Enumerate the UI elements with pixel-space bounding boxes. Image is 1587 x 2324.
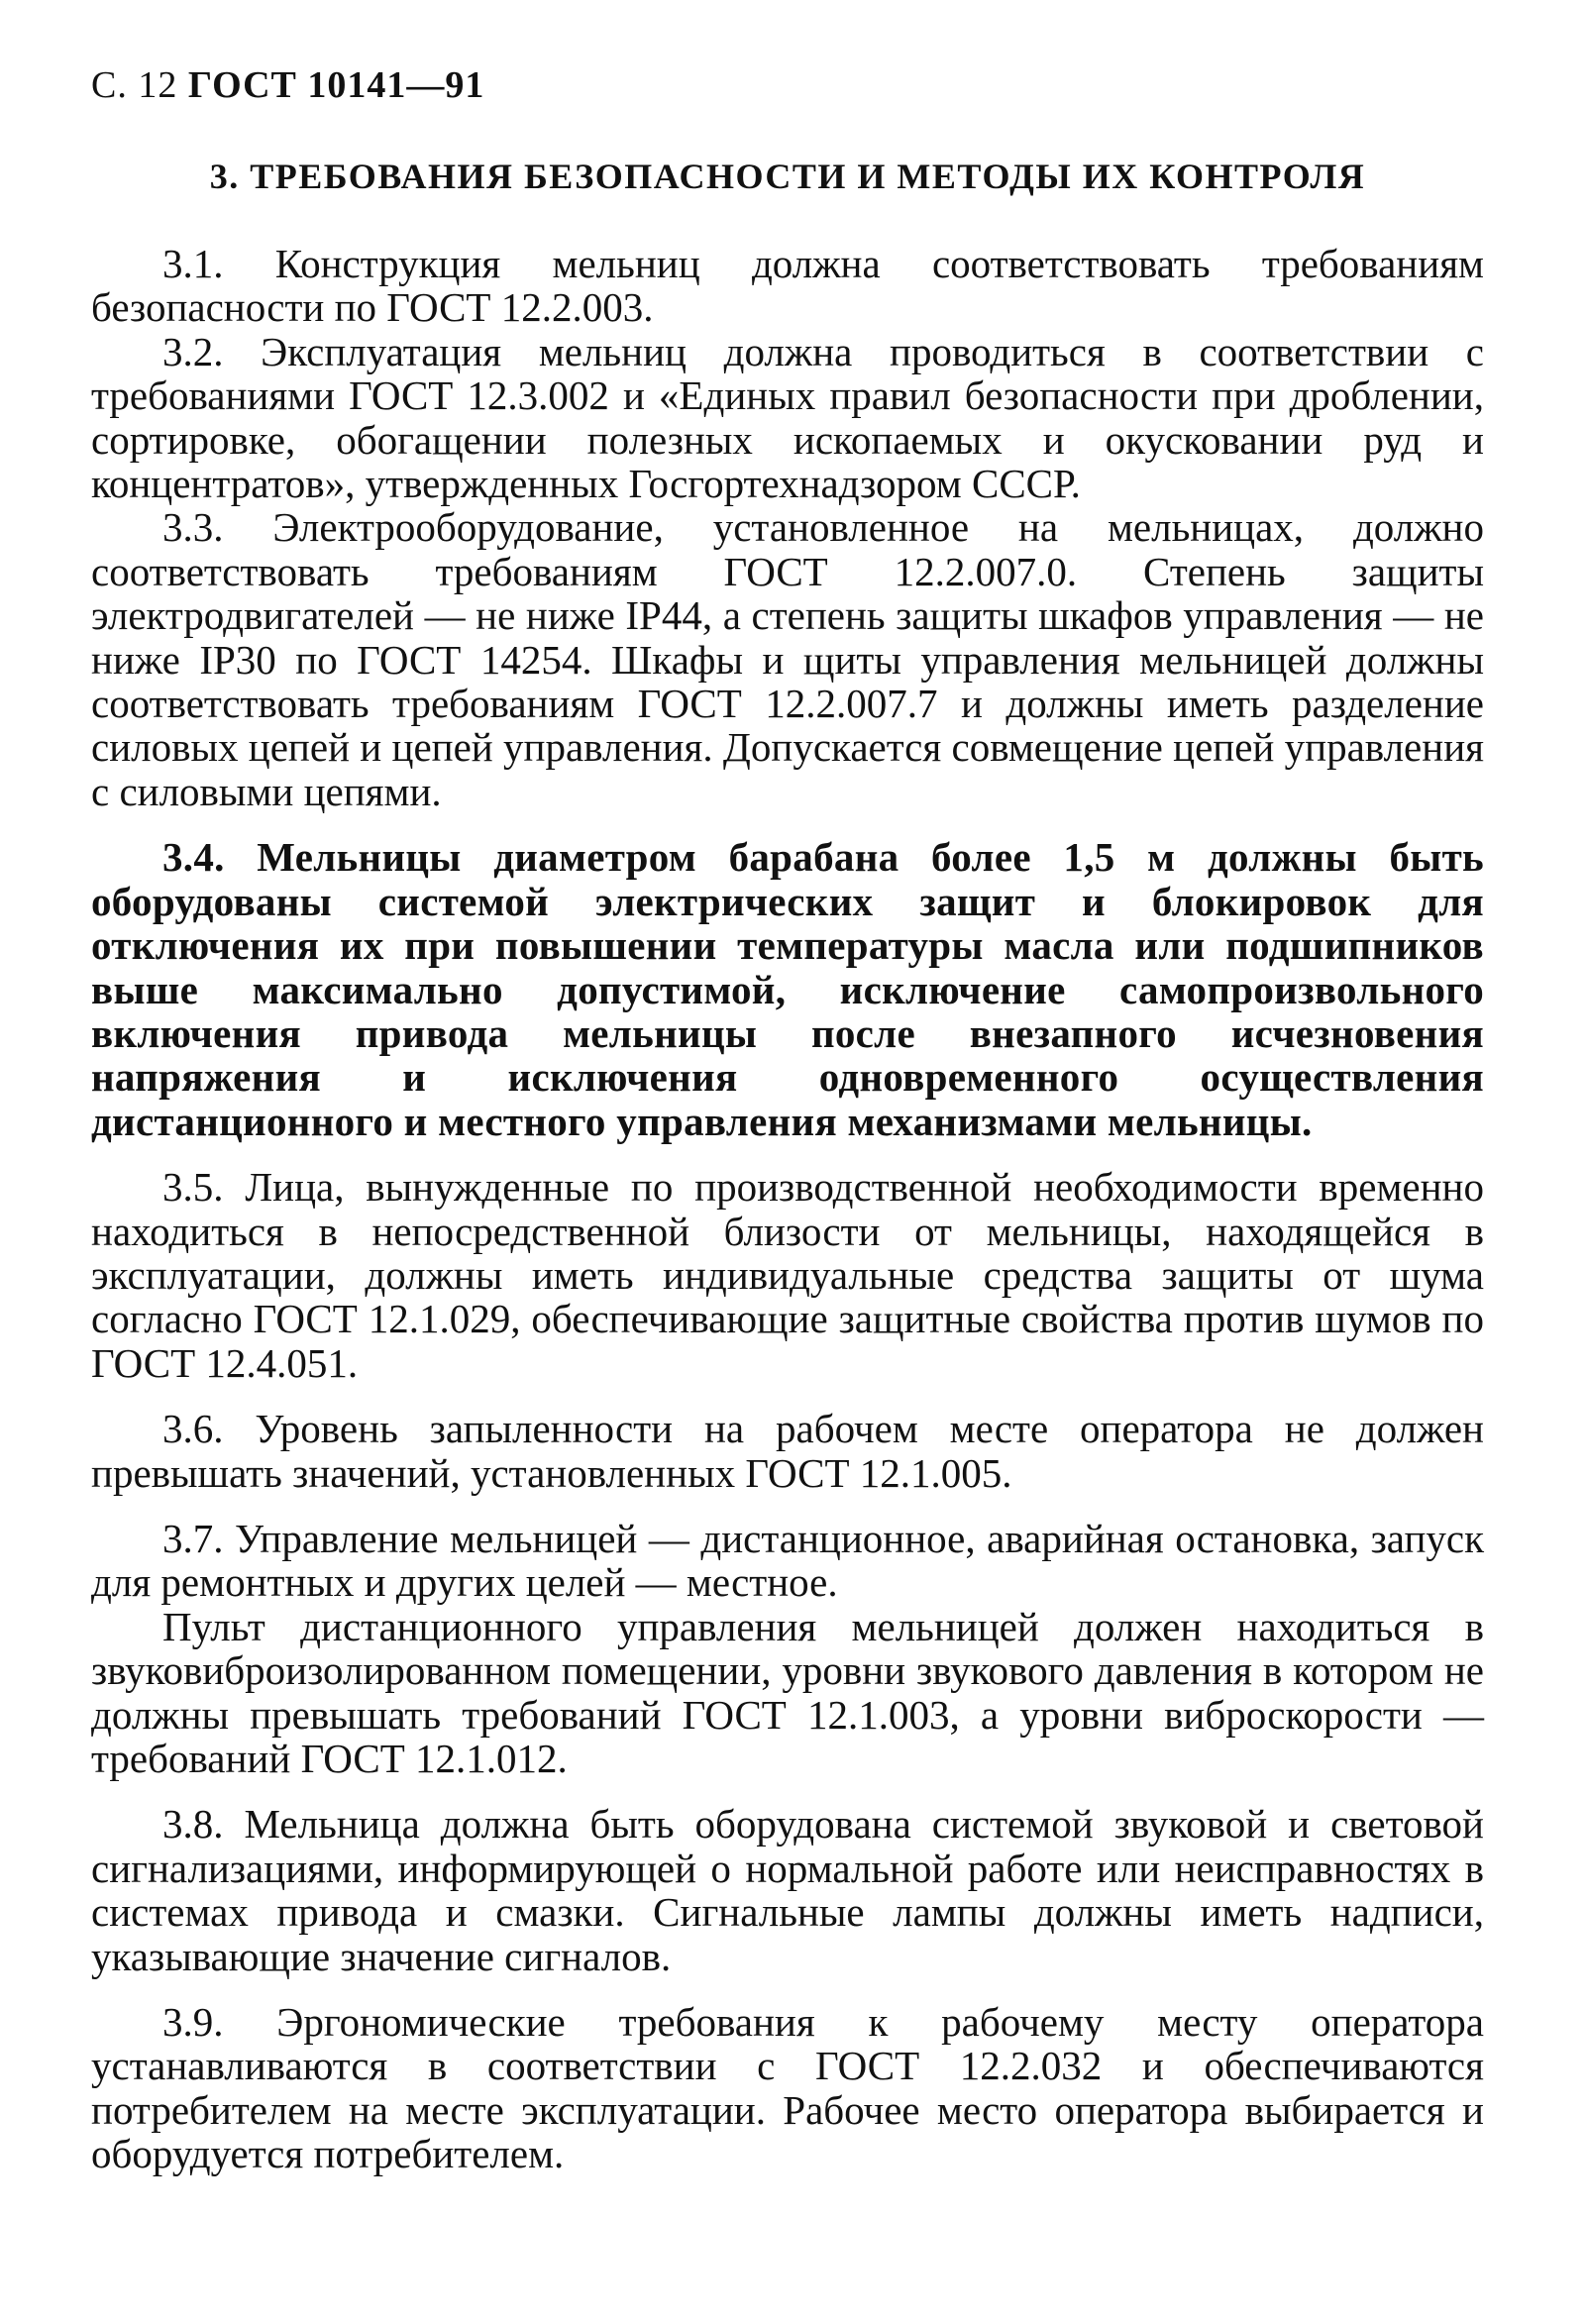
paragraph-3-1: 3.1. Конструкция мельниц должна соответствовать требованиям безопасности по ГОСТ 12.2.003. [91, 241, 1484, 331]
paragraph-3-8: 3.8. Мельница должна быть оборудована системой звуковой и световой сигнализациями, информирующей о нормальной работе или неисправностях в системах привода и смазки. Сигнальные лампы должны иметь надписи, указывающие значение сигналов. [91, 1801, 1484, 1979]
paragraph-3-6: 3.6. Уровень запыленности на рабочем месте оператора не должен превышать значений, установленных ГОСТ 12.1.005. [91, 1406, 1484, 1496]
paragraph-3-5: 3.5. Лица, вынужденные по производственной необходимости временно находиться в непосредственной близости от мельницы, находящейся в эксплуатации, должны иметь индивидуальные средства защиты от шума согласно ГОСТ 12.1.029, обеспечивающие защитные свойства против шумов по ГОСТ 12.4.051. [91, 1164, 1484, 1386]
page-reference: С. 12 [91, 64, 178, 106]
paragraph-3-3: 3.3. Электрооборудование, установленное на мельницах, должно соответствовать требованиям ГОСТ 12.2.007.0. Степень защиты электродвигателей — не ниже IP44, а степень защиты шкафов управления — не ниже IP30 по ГОСТ 14254. Шкафы и щиты управления мельницей должны соответствовать требованиям ГОСТ 12.2.007.7 и должны иметь разделение силовых цепей и цепей управления. Допускается совмещение цепей управления с силовыми цепями. [91, 504, 1484, 814]
paragraph-3-7-control-panel: Пульт дистанционного управления мельницей должен находиться в звуковиброизолированном помещении, уровни звукового давления в котором не должны превышать требований ГОСТ 12.1.003, а уровни виброскорости — требований ГОСТ 12.1.012. [91, 1603, 1484, 1781]
paragraph-3-7: 3.7. Управление мельницей — дистанционное, аварийная остановка, запуск для ремонтных и других целей — местное. [91, 1515, 1484, 1606]
section-title: 3. ТРЕБОВАНИЯ БЕЗОПАСНОСТИ И МЕТОДЫ ИХ КОНТРОЛЯ [209, 157, 1366, 196]
paragraph-3-2: 3.2. Эксплуатация мельниц должна проводиться в соответствии с требованиями ГОСТ 12.3.002 и «Единых правил безопасности при дроблении, сортировке, обогащении полезных ископаемых и окусковании руд и концентратов», утвержденных Госгортехнадзором СССР. [91, 328, 1484, 507]
paragraph-3-4: 3.4. Мельницы диаметром барабана более 1,5 м должны быть оборудованы системой электрических защит и блокировок для отключения их при повышении температуры масла или подшипников выше максимально допустимой, исключение самопроизвольного включения привода мельницы после внезапного исчезновения напряжения и исключения одновременного осуществления дистанционного и местного управления механизмами мельницы. [91, 834, 1484, 1144]
page-header [91, 61, 1484, 109]
standard-number: ГОСТ 10141—91 [187, 64, 485, 106]
paragraph-3-9: 3.9. Эргономические требования к рабочему месту оператора устанавливаются в соответствии с ГОСТ 12.2.032 и обеспечиваются потребителем на месте эксплуатации. Рабочее место оператора выбирается и оборудуется потребителем. [91, 1999, 1484, 2177]
document-page [91, 61, 1484, 2176]
